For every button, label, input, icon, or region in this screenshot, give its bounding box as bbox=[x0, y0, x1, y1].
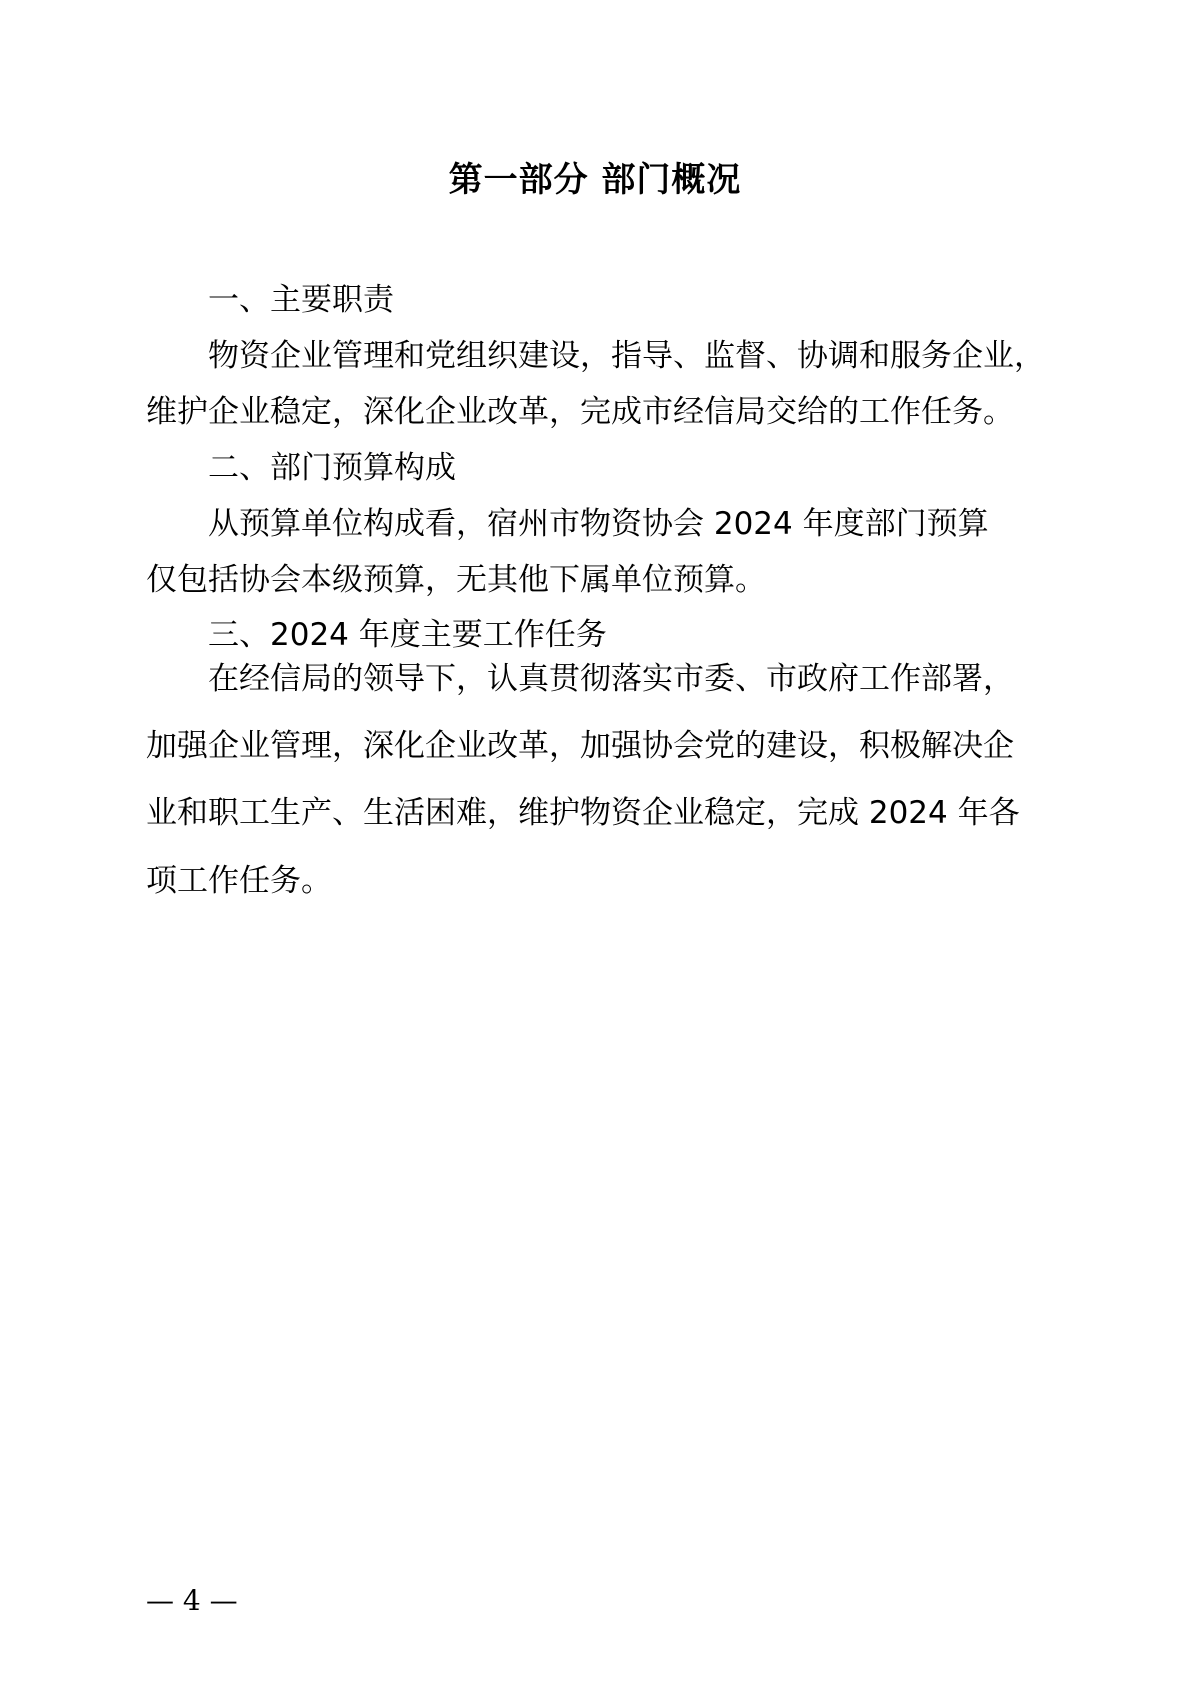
section-heading-main-tasks: 三、2024 年度主要工作任务 bbox=[208, 617, 607, 653]
section-heading-main-duties: 一、主要职责 bbox=[208, 282, 394, 318]
paragraph-line: 仅包括协会本级预算，无其他下属单位预算。 bbox=[146, 562, 766, 598]
page-title: 第一部分 部门概况 bbox=[448, 160, 742, 200]
paragraph-line: 在经信局的领导下，认真贯彻落实市委、市政府工作部署， bbox=[208, 661, 1014, 697]
section-heading-budget-composition: 二、部门预算构成 bbox=[208, 450, 456, 486]
page-number: — 4 — bbox=[146, 1584, 238, 1617]
paragraph-line: 加强企业管理，深化企业改革，加强协会党的建设，积极解决企 bbox=[146, 728, 1014, 764]
paragraph-line: 维护企业稳定，深化企业改革，完成市经信局交给的工作任务。 bbox=[146, 394, 1014, 430]
paragraph-line: 项工作任务。 bbox=[146, 863, 332, 899]
paragraph-line: 业和职工生产、生活困难，维护物资企业稳定，完成 2024 年各 bbox=[146, 795, 1020, 831]
paragraph-line: 物资企业管理和党组织建设，指导、监督、协调和服务企业， bbox=[208, 338, 1045, 374]
paragraph-line: 从预算单位构成看，宿州市物资协会 2024 年度部门预算 bbox=[208, 506, 989, 542]
